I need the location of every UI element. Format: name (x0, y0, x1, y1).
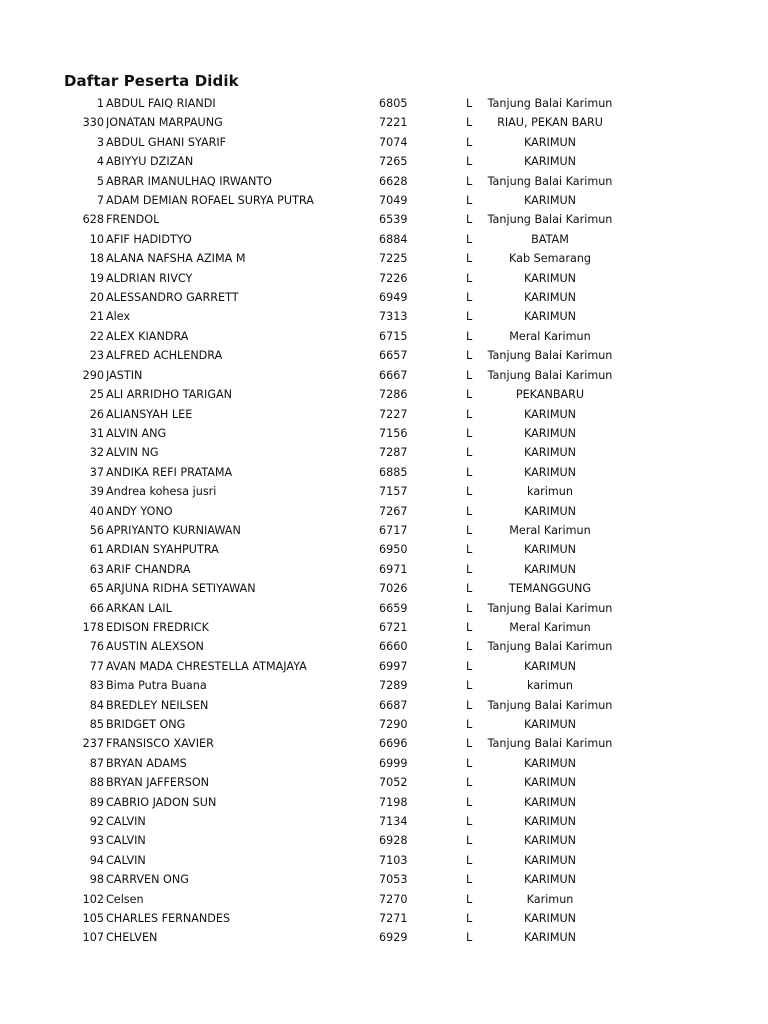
student-name: CABRIO JADON SUN (106, 795, 217, 809)
student-gender: L (466, 756, 473, 770)
row-number: 290 (82, 368, 104, 382)
table-row (0, 152, 768, 171)
row-number: 88 (89, 776, 104, 790)
table-row (0, 366, 768, 385)
row-number: 89 (89, 795, 104, 809)
table-row (0, 696, 768, 715)
table-row (0, 288, 768, 307)
student-id: 6885 (379, 465, 408, 479)
row-number: 25 (89, 388, 104, 402)
student-city: KARIMUN (523, 912, 577, 926)
student-city: KARIMUN (523, 718, 577, 731)
row-number: 63 (89, 562, 104, 576)
table-row (0, 754, 768, 773)
table-row (0, 676, 768, 695)
row-number: 98 (89, 873, 104, 887)
student-city: KARIMUN (523, 271, 577, 285)
table-row (0, 405, 768, 424)
student-name: ALEX KIANDRA (106, 329, 189, 343)
student-id: 7198 (379, 795, 408, 809)
student-list (0, 94, 768, 948)
table-row (0, 540, 768, 559)
student-gender: L (466, 174, 473, 188)
row-number: 22 (89, 329, 104, 343)
student-name: AUSTIN ALEXSON (106, 640, 204, 654)
row-number: 1 (96, 97, 104, 110)
student-gender: L (466, 349, 473, 363)
student-city: Kab Semarang (508, 252, 592, 266)
student-city: KARIMUN (523, 795, 577, 809)
table-row (0, 657, 768, 676)
student-gender: L (466, 504, 473, 518)
row-number: 94 (89, 853, 104, 867)
student-name: BREDLEY NEILSEN (106, 698, 209, 712)
table-row (0, 443, 768, 462)
student-city: Tanjung Balai Karimun (487, 368, 613, 382)
row-number: 85 (89, 718, 104, 731)
student-id: 7026 (379, 582, 408, 596)
student-name: ARDIAN SYAHPUTRA (106, 543, 219, 557)
row-number: 330 (82, 116, 104, 130)
table-row (0, 773, 768, 792)
student-city: KARIMUN (523, 659, 577, 673)
student-id: 6717 (379, 523, 408, 537)
student-gender: L (466, 388, 473, 402)
student-city: KARIMUN (523, 135, 577, 149)
student-name: CHARLES FERNANDES (106, 912, 231, 926)
student-name: FRENDOL (106, 213, 160, 227)
student-gender: L (466, 912, 473, 926)
student-gender: L (466, 737, 473, 751)
student-id: 6928 (379, 834, 408, 848)
student-gender: L (466, 795, 473, 809)
row-number: 107 (82, 931, 104, 945)
student-gender: L (466, 97, 473, 110)
student-city: KARIMUN (523, 426, 577, 440)
table-row (0, 327, 768, 346)
student-gender: L (466, 815, 473, 829)
student-id: 7103 (379, 853, 408, 867)
table-row (0, 599, 768, 618)
table-row (0, 618, 768, 637)
row-number: 10 (89, 232, 104, 246)
student-id: 7074 (379, 135, 408, 149)
row-number: 93 (89, 834, 104, 848)
student-id: 7221 (379, 116, 408, 130)
student-gender: L (466, 465, 473, 479)
student-name: Celsen (106, 892, 144, 906)
student-name: Andrea kohesa jusri (106, 485, 217, 499)
table-row (0, 909, 768, 928)
row-number: 23 (89, 349, 104, 363)
student-city: Tanjung Balai Karimun (487, 601, 613, 615)
student-name: JASTIN (106, 368, 143, 382)
table-row (0, 307, 768, 326)
row-number: 92 (89, 815, 104, 829)
student-id: 6949 (379, 291, 408, 305)
student-gender: L (466, 523, 473, 537)
row-number: 83 (89, 679, 104, 693)
table-row (0, 269, 768, 288)
student-name: CARRVEN ONG (106, 873, 189, 887)
student-gender: L (466, 232, 473, 246)
row-number: 102 (82, 892, 104, 906)
row-number: 31 (89, 426, 104, 440)
student-city: KARIMUN (523, 853, 577, 867)
row-number: 237 (82, 737, 104, 751)
student-gender: L (466, 485, 473, 499)
student-gender: L (466, 582, 473, 596)
student-city: KARIMUN (523, 465, 577, 479)
student-gender: L (466, 659, 473, 673)
row-number: 66 (89, 601, 104, 615)
table-row (0, 346, 768, 365)
student-gender: L (466, 252, 473, 266)
table-row (0, 94, 768, 113)
student-city: KARIMUN (523, 310, 577, 324)
student-city: KARIMUN (523, 407, 577, 421)
student-name: ABIYYU DZIZAN (106, 155, 194, 169)
student-id: 6628 (379, 174, 408, 188)
student-id: 7225 (379, 252, 408, 266)
row-number: 32 (89, 446, 104, 460)
student-id: 7134 (379, 815, 408, 829)
student-id: 7157 (379, 485, 408, 499)
student-id: 7053 (379, 873, 408, 887)
student-name: ARKAN LAIL (106, 601, 172, 615)
row-number: 628 (82, 213, 104, 227)
table-row (0, 482, 768, 501)
student-name: CHELVEN (106, 931, 158, 945)
student-name: ALIANSYAH LEE (106, 407, 193, 421)
student-city: PEKANBARU (515, 388, 585, 402)
student-gender: L (466, 155, 473, 169)
student-city: Meral Karimun (509, 329, 591, 343)
table-row (0, 831, 768, 850)
student-name: BRYAN JAFFERSON (106, 776, 210, 790)
student-name: ABDUL GHANI SYARIF (106, 135, 227, 149)
row-number: 40 (89, 504, 104, 518)
student-gender: L (466, 718, 473, 731)
student-name: ALVIN NG (106, 446, 159, 460)
student-gender: L (466, 446, 473, 460)
student-city: Tanjung Balai Karimun (487, 213, 613, 227)
table-row (0, 424, 768, 443)
student-gender: L (466, 116, 473, 130)
student-id: 6539 (379, 213, 408, 227)
student-name: FRANSISCO XAVIER (106, 737, 214, 751)
student-id: 6721 (379, 620, 408, 634)
student-name: ALI ARRIDHO TARIGAN (106, 388, 233, 402)
table-row (0, 191, 768, 210)
student-id: 6805 (379, 97, 408, 110)
row-number: 5 (96, 174, 104, 188)
table-row (0, 928, 768, 947)
table-row (0, 502, 768, 521)
student-name: AFIF HADIDTYO (106, 232, 192, 246)
row-number: 4 (96, 155, 104, 169)
student-name: ALDRIAN RIVCY (106, 271, 193, 285)
table-row (0, 812, 768, 831)
table-row (0, 133, 768, 152)
student-id: 7265 (379, 155, 408, 169)
student-city: BATAM (531, 232, 569, 246)
row-number: 61 (89, 543, 104, 557)
table-row (0, 734, 768, 753)
table-row (0, 521, 768, 540)
student-name: ALESSANDRO GARRETT (106, 291, 239, 305)
student-city: KARIMUN (523, 504, 577, 518)
student-gender: L (466, 853, 473, 867)
student-id: 6884 (379, 232, 408, 246)
student-id: 6657 (379, 349, 408, 363)
student-city: Meral Karimun (509, 620, 591, 634)
row-number: 37 (89, 465, 104, 479)
student-id: 6660 (379, 640, 408, 654)
student-id: 6999 (379, 756, 408, 770)
student-gender: L (466, 135, 473, 149)
student-gender: L (466, 892, 473, 906)
row-number: 18 (89, 252, 104, 266)
student-name: ANDIKA REFI PRATAMA (106, 465, 233, 479)
table-row (0, 793, 768, 812)
row-number: 105 (82, 912, 104, 926)
student-name: CALVIN (106, 853, 146, 867)
student-name: BRIDGET ONG (106, 718, 186, 731)
student-gender: L (466, 213, 473, 227)
table-row (0, 210, 768, 229)
student-name: ANDY YONO (106, 504, 173, 518)
student-name: JONATAN MARPAUNG (106, 116, 223, 130)
student-id: 7289 (379, 679, 408, 693)
student-city: Tanjung Balai Karimun (487, 97, 613, 110)
student-gender: L (466, 329, 473, 343)
row-number: 26 (89, 407, 104, 421)
student-name: Alex (106, 310, 131, 324)
student-city: RIAU, PEKAN BARU (497, 116, 603, 130)
student-city: KARIMUN (523, 931, 577, 945)
student-id: 7267 (379, 504, 408, 518)
row-number: 87 (89, 756, 104, 770)
student-name: EDISON FREDRICK (106, 620, 209, 634)
table-row (0, 870, 768, 889)
student-name: CALVIN (106, 834, 146, 848)
student-city: Tanjung Balai Karimun (487, 349, 613, 363)
student-id: 7287 (379, 446, 408, 460)
table-row (0, 172, 768, 191)
row-number: 76 (89, 640, 104, 654)
row-number: 56 (89, 523, 104, 537)
student-city: KARIMUN (523, 873, 577, 887)
student-id: 7286 (379, 388, 408, 402)
student-gender: L (466, 601, 473, 615)
student-id: 7227 (379, 407, 408, 421)
student-gender: L (466, 271, 473, 285)
student-city: KARIMUN (523, 756, 577, 770)
table-row (0, 230, 768, 249)
student-name: APRIYANTO KURNIAWAN (106, 523, 241, 537)
student-city: KARIMUN (523, 543, 577, 557)
student-city: KARIMUN (523, 155, 577, 169)
table-row (0, 715, 768, 734)
student-name: ALVIN ANG (106, 426, 167, 440)
student-city: KARIMUN (523, 194, 577, 208)
student-city: karimun (527, 679, 573, 693)
student-gender: L (466, 562, 473, 576)
student-city: Tanjung Balai Karimun (487, 174, 613, 188)
table-row (0, 890, 768, 909)
student-gender: L (466, 368, 473, 382)
student-gender: L (466, 834, 473, 848)
student-id: 7270 (379, 892, 408, 906)
student-id: 7313 (379, 310, 408, 324)
student-gender: L (466, 698, 473, 712)
student-name: AVAN MADA CHRESTELLA ATMAJAYA (106, 659, 307, 673)
student-id: 6696 (379, 737, 408, 751)
student-gender: L (466, 407, 473, 421)
student-gender: L (466, 543, 473, 557)
student-gender: L (466, 679, 473, 693)
student-name: ARJUNA RIDHA SETIYAWAN (106, 582, 256, 596)
table-row (0, 560, 768, 579)
row-number: 7 (96, 194, 104, 208)
row-number: 21 (89, 310, 104, 324)
student-city: KARIMUN (523, 446, 577, 460)
student-name: ARIF CHANDRA (106, 562, 191, 576)
student-gender: L (466, 310, 473, 324)
student-id: 6667 (379, 368, 408, 382)
student-name: CALVIN (106, 815, 146, 829)
student-gender: L (466, 194, 473, 208)
table-row (0, 113, 768, 132)
student-id: 7290 (379, 718, 408, 731)
student-name: Bima Putra Buana (106, 679, 207, 693)
student-id: 6997 (379, 659, 408, 673)
student-city: KARIMUN (523, 562, 577, 576)
student-gender: L (466, 931, 473, 945)
row-number: 39 (89, 485, 104, 499)
student-id: 7271 (379, 912, 408, 926)
student-id: 6687 (379, 698, 408, 712)
student-name: ABDUL FAIQ RIANDI (106, 97, 216, 110)
student-id: 6971 (379, 562, 408, 576)
student-id: 6715 (379, 329, 408, 343)
student-name: ALFRED ACHLENDRA (106, 349, 223, 363)
student-id: 7156 (379, 426, 408, 440)
student-name: ALANA NAFSHA AZIMA M (106, 252, 246, 266)
row-number: 65 (89, 582, 104, 596)
student-city: KARIMUN (523, 776, 577, 790)
student-city: KARIMUN (523, 291, 577, 305)
row-number: 178 (82, 620, 104, 634)
student-id: 6659 (379, 601, 408, 615)
student-id: 7049 (379, 194, 408, 208)
table-row (0, 637, 768, 656)
table-row (0, 579, 768, 598)
student-gender: L (466, 640, 473, 654)
student-city: Karimun (526, 892, 574, 906)
student-gender: L (466, 620, 473, 634)
row-number: 19 (89, 271, 104, 285)
student-name: ABRAR IMANULHAQ IRWANTO (106, 174, 272, 188)
student-city: karimun (527, 485, 573, 499)
table-row (0, 851, 768, 870)
student-id: 7226 (379, 271, 408, 285)
student-name: BRYAN ADAMS (106, 756, 187, 770)
student-city: Tanjung Balai Karimun (487, 698, 613, 712)
student-gender: L (466, 776, 473, 790)
table-row (0, 249, 768, 268)
row-number: 20 (89, 291, 104, 305)
table-row (0, 463, 768, 482)
student-id: 7052 (379, 776, 408, 790)
student-gender: L (466, 426, 473, 440)
student-city: Meral Karimun (509, 523, 591, 537)
student-city: KARIMUN (523, 834, 577, 848)
student-id: 6950 (379, 543, 408, 557)
student-id: 6929 (379, 931, 408, 945)
student-name: ADAM DEMIAN ROFAEL SURYA PUTRA (106, 194, 314, 208)
student-city: Tanjung Balai Karimun (487, 640, 613, 654)
student-city: Tanjung Balai Karimun (487, 737, 613, 751)
row-number: 84 (89, 698, 104, 712)
row-number: 77 (89, 659, 104, 673)
table-row (0, 385, 768, 404)
student-gender: L (466, 291, 473, 305)
student-gender: L (466, 873, 473, 887)
student-city: KARIMUN (523, 815, 577, 829)
student-city: TEMANGGUNG (508, 582, 592, 596)
document-title: Daftar Peserta Didik (64, 72, 239, 90)
row-number: 3 (96, 135, 104, 149)
